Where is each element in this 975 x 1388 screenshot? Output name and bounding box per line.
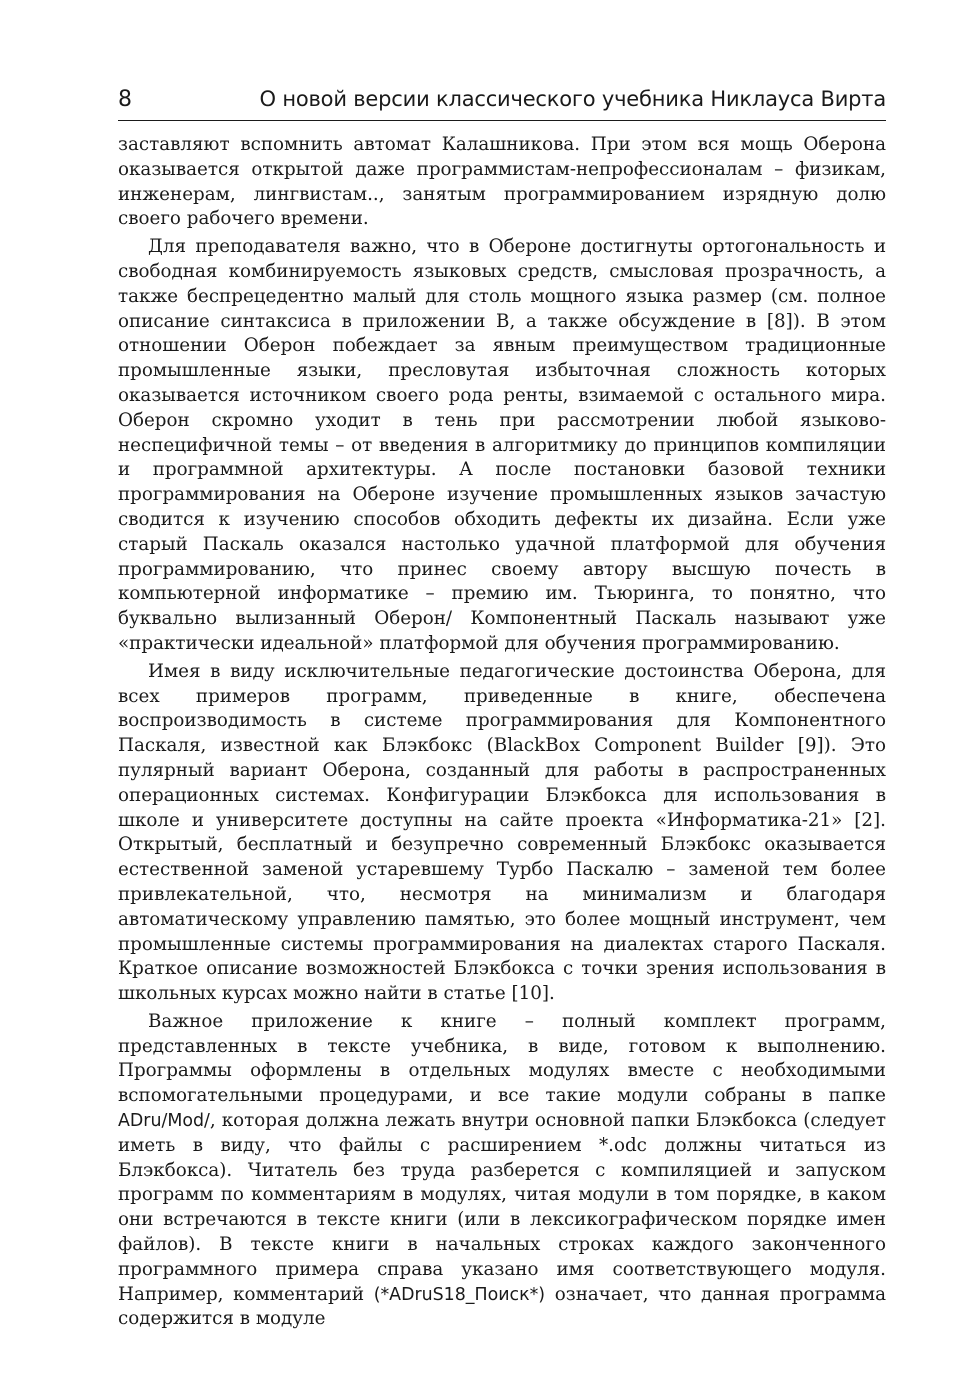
- running-title: О новой версии классического учебника Никлауса Вирта: [259, 87, 886, 111]
- body-text: [118, 133, 886, 1332]
- paragraph-text: означает, что данная программа содержится в модуле: [118, 1283, 886, 1330]
- running-header: [118, 84, 886, 121]
- module-comment: (*ADruS18_Поиск*): [373, 1284, 546, 1305]
- paragraph-continued: заставляют вспомнить автомат Калашникова. При этом вся мощь Оберона оказывается открытой даже программистам-непрофессионалам – физикам, инженерам, лингвистам.., занятым программированием изрядную долю своего рабочего времени.: [118, 134, 886, 230]
- page-number: 8: [118, 87, 132, 112]
- book-page: [118, 84, 886, 1335]
- paragraph-text: , которая должна лежать внутри основной папки Блэкбокса (следует иметь в виду, что файлы с расширением *.odc должны читаться из Блэкбокса). Читатель без труда разберется с компиляцией и запуском программ по комментариям в модулях, читая модули в том порядке, в каком они встречаются в тексте книги (или в лексикографическом порядке имен файлов). В тексте книги в начальных строках каждого законченного программного примера справа указано имя соответствующего модуля. Например, комментарий: [118, 1110, 886, 1305]
- paragraph-blackbox: Имея в виду исключительные педагогические достоинства Оберона, для всех примеров программ, приведенные в книге, обеспечена воспроизводимость в системе программирования для Компонентного Паскаля, известной как Блэкбокс (BlackBox Component Builder [9]). Это пулярный вариант Оберона, созданный для работы в распространенных операционных системах. Конфигурации Блэкбокса для использования в школе и университете доступны на сайте проекта «Информатика-21» [2]. Открытый, бесплатный и безупречно современный Блэкбокс оказывается естественной заменой устаревшему Турбо Паскалю – заменой тем более привлекательной, что, несмотря на минимализм и благодаря автоматическому управлению памятью, это более мощный инструмент, чем промышленные системы программирования на диалектах старого Паскаля. Краткое описание возможностей Блэкбокса с точки зрения использования в школьных курсах можно найти в статье [10].: [118, 660, 886, 1005]
- folder-path: ADru/Mod/: [118, 1111, 210, 1132]
- paragraph-text: Важное приложение к книге – полный комплект программ, представленных в тексте учебника, в виде, готовом к выполнению. Программы оформлены в отдельных модулях вместе с необходимыми вспомогательными процедурами, и все такие модули собраны в папке: [118, 1010, 886, 1107]
- paragraph-program-set: [118, 1010, 886, 1332]
- paragraph-teacher-benefits: Для преподавателя важно, что в Обероне достигнуты ортогональность и свободная комбинируемость языковых средств, смысловая прозрачность, а также беспрецедентно малый для столь мощного языка размер (см. полное описание синтаксиса в приложении B, а также обсуждение в [8]). В этом отношении Оберон побеждает за явным преимуществом традиционные промышленные языки, пресловутая избыточная сложность которых оказывается источником своего рода ренты, взимаемой с остального мира. Оберон скромно уходит в тень при рассмотрении любой языково-неспецифичной темы – от введения в алгоритмику до принципов компиляции и программной архитектуры. А после постановки базовой техники программирования на Обероне изучение промышленных языков зачастую сводится к изучению способов обходить дефекты их дизайна. Если уже старый Паскаль оказался настолько удачной платформой для обучения программированию, что принес своему автору высшую почесть в компьютерной информатике – премию им. Тьюринга, то понятно, что буквально вылизанный Оберон/ Компонентный Паскаль называют уже «практически идеальной» платформой для обучения программированию.: [118, 236, 886, 654]
